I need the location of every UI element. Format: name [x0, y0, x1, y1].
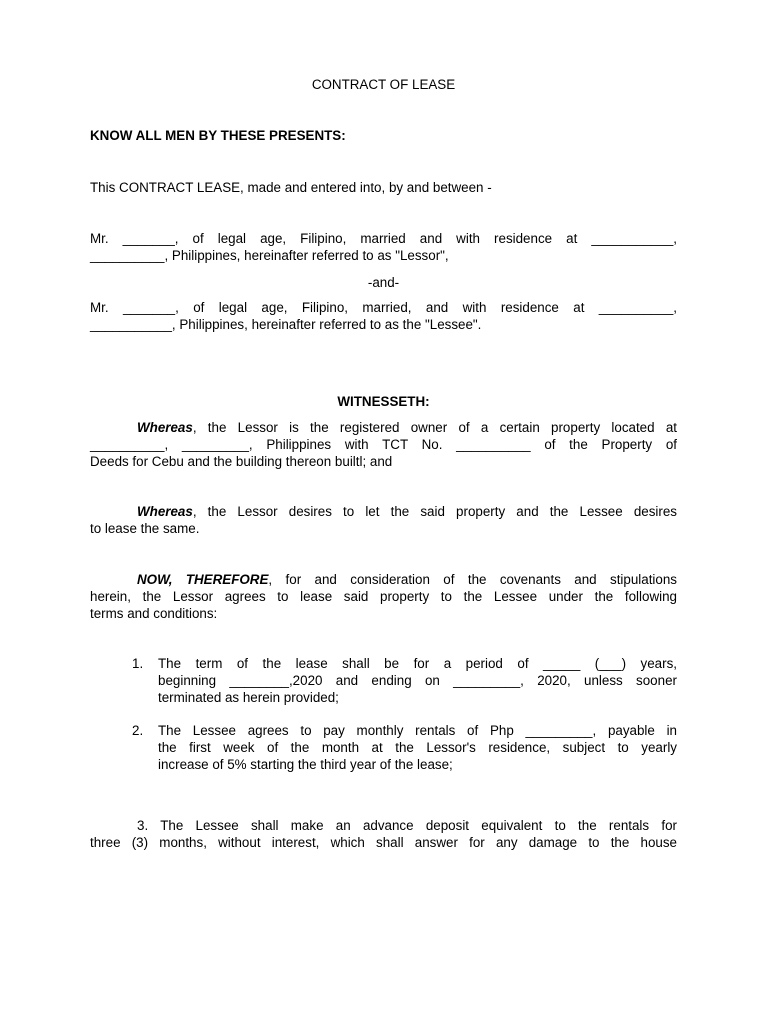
- now-therefore-line-1-rest: , for and consideration of the covenants and stipulations: [268, 572, 677, 587]
- term-1-line-2: beginning ________,2020 and ending on _________, 2020, unless sooner: [158, 672, 677, 688]
- witnesseth-heading: WITNESSETH:: [337, 394, 430, 409]
- now-therefore-paragraph: [90, 572, 677, 622]
- term-2-number: 2.: [132, 723, 144, 738]
- whereas1-lead: Whereas: [137, 420, 193, 435]
- term-3-line-1: 3. The Lessee shall make an advance deposit equivalent to the rentals for: [137, 818, 677, 833]
- term-1-body: [158, 656, 677, 706]
- term-2-line-2: the first week of the month at the Lessor's residence, subject to yearly: [158, 739, 677, 755]
- whereas2-line-1: [90, 504, 677, 521]
- lessee-line-1: Mr. _______, of legal age, Filipino, married, and with residence at __________,: [90, 300, 677, 315]
- intro-paragraph: This CONTRACT LEASE, made and entered into, by and between -: [90, 180, 492, 195]
- term-item-3: [90, 818, 677, 852]
- whereas2-line-2: to lease the same.: [90, 520, 200, 536]
- now-therefore-line-2: herein, the Lessor agrees to lease said property to the Lessee under the following: [90, 588, 677, 604]
- term-3-line-2: three (3) months, without interest, which shall answer for any damage to the house: [90, 834, 677, 850]
- now-therefore-line-3: terms and conditions:: [90, 605, 218, 621]
- document-title: CONTRACT OF LEASE: [311, 77, 456, 92]
- term-1-line-1: The term of the lease shall be for a period of _____ (___) years,: [158, 656, 677, 671]
- term-2-body: [158, 723, 677, 773]
- lessee-line-2: ___________, Philippines, hereinafter referred to as the "Lessee".: [90, 316, 482, 332]
- lessor-line-2: __________, Philippines, hereinafter referred to as "Lessor",: [90, 247, 449, 263]
- whereas1-line-2: __________, _________, Philippines with TCT No. __________ of the Property of: [90, 436, 677, 452]
- term-2-line-3: increase of 5% starting the third year of the lease;: [158, 756, 453, 772]
- lessor-paragraph: [90, 231, 677, 265]
- lessee-paragraph: [90, 300, 677, 334]
- whereas1-line-1-rest: , the Lessor is the registered owner of a certain property located at: [192, 420, 677, 435]
- term-1-number: 1.: [132, 656, 144, 671]
- whereas2-line-1-rest: , the Lessor desires to let the said property and the Lessee desires: [192, 504, 677, 519]
- whereas2-lead: Whereas: [137, 504, 193, 519]
- term-2-line-1: The Lessee agrees to pay monthly rentals of Php _________, payable in: [158, 723, 677, 738]
- whereas-paragraph-2: [90, 504, 677, 538]
- whereas1-line-1: [90, 420, 677, 437]
- now-therefore-line-1: [90, 572, 677, 589]
- lessor-line-1: Mr. _______, of legal age, Filipino, married and with residence at ___________,: [90, 231, 677, 246]
- term-1-line-3: terminated as herein provided;: [158, 689, 339, 705]
- preamble-heading: KNOW ALL MEN BY THESE PRESENTS:: [90, 128, 346, 143]
- now-therefore-lead: NOW, THEREFORE: [137, 572, 269, 587]
- and-separator: -and-: [367, 275, 400, 290]
- whereas1-line-3: Deeds for Cebu and the building thereon builtl; and: [90, 453, 393, 469]
- whereas-paragraph-1: [90, 420, 677, 470]
